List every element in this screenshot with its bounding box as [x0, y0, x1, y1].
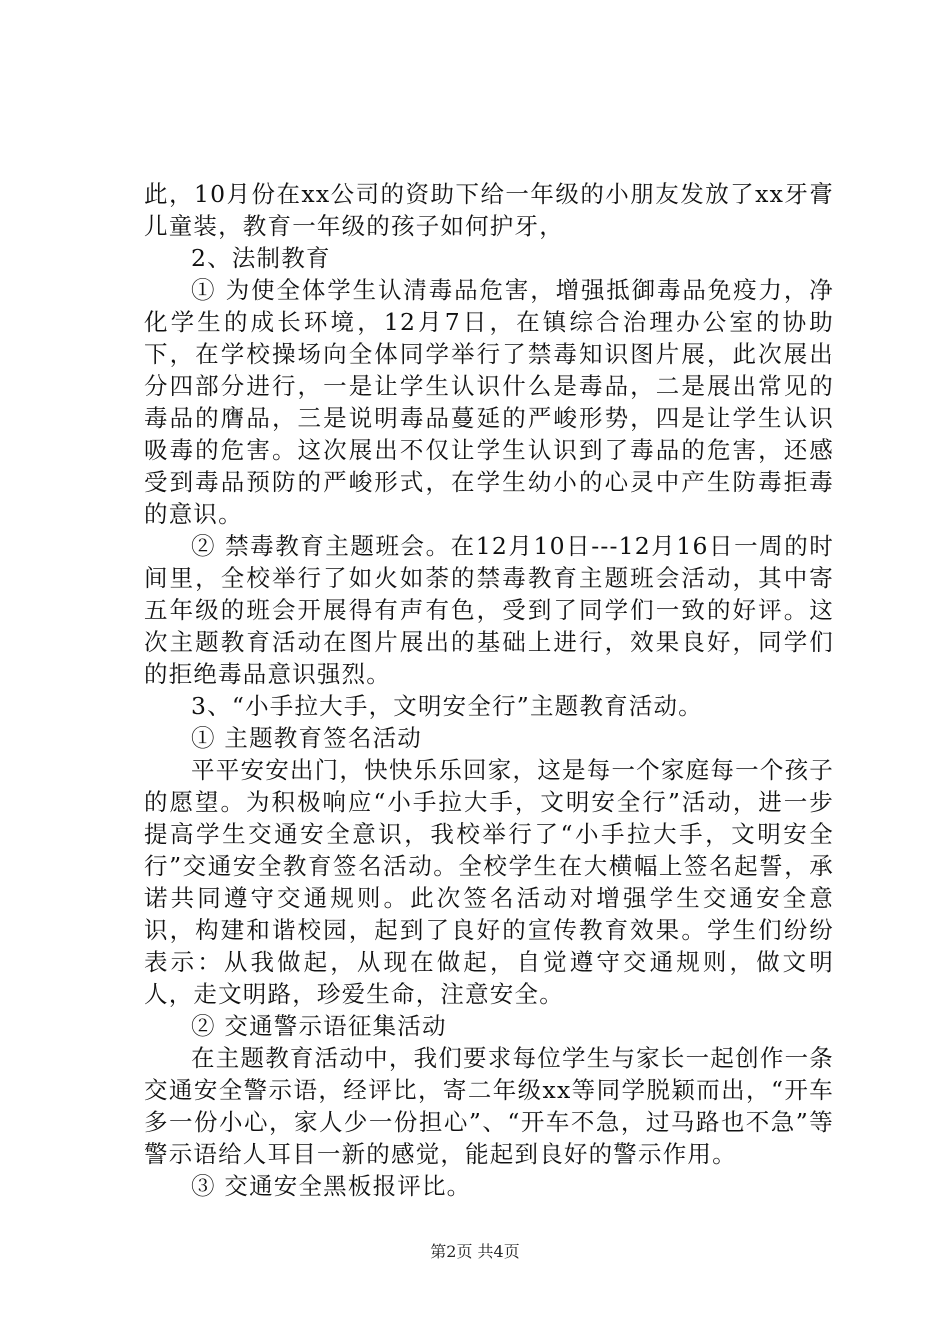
subheading-slogan-collection: ② 交通警示语征集活动: [191, 1012, 447, 1040]
document-body: [144, 178, 834, 1202]
paragraph-dental-care: 此，10月份在xx公司的资助下给一年级的小朋友发放了xx牙膏儿童装，教育一年级的孩子如何护牙，: [144, 180, 834, 240]
page-number-footer: 第2页 共4页: [430, 1242, 520, 1261]
section-heading-legal-education: 2、法制教育: [191, 244, 331, 272]
paragraph-drug-class-meeting: ② 禁毒教育主题班会。在12月10日---12月16日一周的时间里，全校举行了如火如荼的禁毒教育主题班会活动，其中寄五年级的班会开展得有声有色，受到了同学们一致的好评。这次主题教育活动在图片展出的基础上进行，效果良好，同学们的拒绝毒品意识强烈。: [144, 532, 834, 688]
section-heading-traffic-safety: 3、“小手拉大手，文明安全行”主题教育活动。: [191, 692, 703, 720]
subheading-signature-activity: ① 主题教育签名活动: [191, 724, 422, 752]
paragraph-slogan-collection: 在主题教育活动中，我们要求每位学生与家长一起创作一条交通安全警示语，经评比，寄二年级xx等同学脱颖而出，“开车多一份小心，家人少一份担心”、“开车不急，过马路也不急”等警示语给人耳目一新的感觉，能起到良好的警示作用。: [144, 1044, 834, 1168]
paragraph-signature-activity: 平平安安出门，快快乐乐回家，这是每一个家庭每一个孩子的愿望。为积极响应“小手拉大手，文明安全行”活动，进一步提高学生交通安全意识，我校举行了“小手拉大手，文明安全行”交通安全教育签名活动。全校学生在大横幅上签名起誓，承诺共同遵守交通规则。此次签名活动对增强学生交通安全意识，构建和谐校园，起到了良好的宣传教育效果。学生们纷纷表示：从我做起，从现在做起，自觉遵守交通规则，做文明人，走文明路，珍爱生命，注意安全。: [144, 756, 834, 1008]
subheading-blackboard-contest: ③ 交通安全黑板报评比。: [191, 1172, 472, 1200]
paragraph-drug-exhibition: ① 为使全体学生认清毒品危害，增强抵御毒品免疫力，净化学生的成长环境，12月7日，在镇综合治理办公室的协助下，在学校操场向全体同学举行了禁毒知识图片展，此次展出分四部分进行，一是让学生认识什么是毒品，二是展出常见的毒品的膺品，三是说明毒品蔓延的严峻形势，四是让学生认识吸毒的危害。这次展出不仅让学生认识到了毒品的危害，还感受到毒品预防的严峻形式，在学生幼小的心灵中产生防毒拒毒的意识。: [144, 276, 834, 528]
